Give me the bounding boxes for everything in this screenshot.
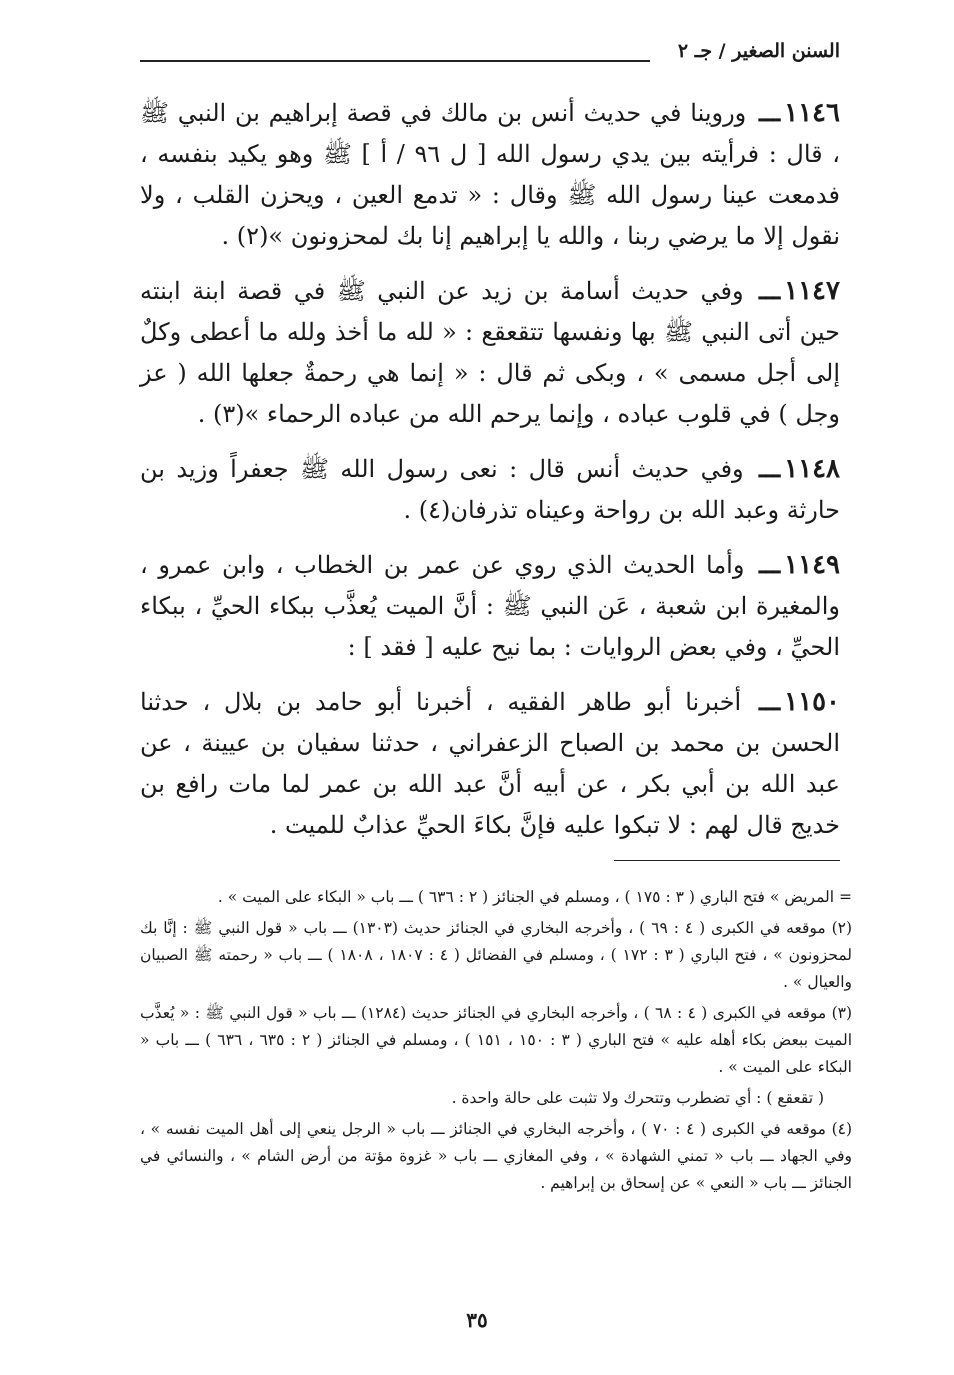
footnotes [140, 884, 852, 1201]
hadith-number: ١١٤٦ [784, 98, 840, 128]
hadith-1147 [140, 270, 840, 435]
hadith-text: وأما الحديث الذي روي عن عمر بن الخطاب ، وابن عمرو ، والمغيرة ابن شعبة ، عَن النبي ﷺ : أنَّ الميت يُعذَّب ببكاء الحيِّ ، ببكاء الحيِّ ، وفي بعض الروايات : بما نيح عليه [ فقد ] : [140, 551, 840, 661]
hadith-1149 [140, 544, 840, 668]
hadith-number: ١١٤٩ [784, 550, 840, 580]
hadith-number: ١١٥٠ [784, 687, 840, 717]
hadith-dash: ـــ [759, 454, 781, 483]
hadith-text: وفي حديث أنس قال : نعى رسول الله ﷺ جعفراً وزيد بن حارثة وعبد الله بن رواحة وعيناه تذرفان(٤) . [140, 455, 840, 524]
footnote-continued: = المريض » فتح الباري ( ٣ : ١٧٥ ) ، ومسلم في الجنائز ( ٢ : ٦٣٦ ) ـــ باب « البكاء على الميت » . [217, 888, 852, 906]
hadith-text: وفي حديث أسامة بن زيد عن النبي ﷺ في قصة ابنة ابنته حين أتى النبي ﷺ بها ونفسها تتقعقع : « لله ما أخذ ولله ما أعطى وكلٌ إلى أجل مسمى » ، وبكى ثم قال : « إنما هي رحمةٌ جعلها الله ( عز وجل ) في قلوب عباده ، وإنما يرحم الله من عباده الرحماء »(٣) . [140, 277, 840, 428]
hadith-dash: ـــ [759, 687, 781, 716]
hadith-text: أخبرنا أبو طاهر الفقيه ، أخبرنا أبو حامد بن بلال ، حدثنا الحسن بن محمد بن الصباح الزعفراني ، حدثنا سفيان بن عيينة ، عن عبد الله بن أبي بكر ، عن أبيه أنَّ عبد الله بن عمر لما مات رافع بن خديج قال لهم : لا تبكوا عليه فإنَّ بكاءَ الحيِّ عذابٌ للميت . [140, 688, 840, 839]
hadith-number: ١١٤٨ [784, 454, 840, 484]
hadith-dash: ـــ [759, 98, 781, 127]
hadith-dash: ـــ [759, 550, 781, 579]
hadith-1146 [140, 92, 840, 257]
footnote-3: (٣) موقعه في الكبرى ( ٤ : ٦٨ ) ، وأخرجه البخاري في الجنائز حديث (١٢٨٤) ـــ باب « قول النبي ﷺ : « يُعذَّب الميت ببعض بكاء أهله عليه » فتح الباري ( ٣ : ١٥٠ ، ١٥١ ) ، ومسلم في الجنائز ( ٢ : ٦٣٥ ، ٦٣٦ ) ـــ باب « البكاء على الميت » . [140, 1004, 853, 1076]
footnote-separator [614, 860, 840, 861]
hadith-1150 [140, 681, 840, 846]
main-text [140, 92, 840, 859]
running-header [140, 40, 840, 70]
footnote-4: (٤) موقعه في الكبرى ( ٤ : ٧٠ ) ، وأخرجه البخاري في الجنائز ـــ باب « الرجل ينعي إلى أهل الميت نفسه » ، وفي الجهاد ـــ باب « تمني الشهادة » ، وفي المغازي ـــ باب « غزوة مؤتة من أرض الشام » ، والنسائي في الجنائز ـــ باب « النعي » عن إسحاق بن إبراهيم . [140, 1120, 853, 1192]
page-number: ٣٥ [466, 1308, 488, 1332]
hadith-1148 [140, 448, 840, 531]
hadith-number: ١١٤٧ [784, 276, 840, 306]
header-rule [140, 60, 650, 62]
hadith-text: وروينا في حديث أنس بن مالك في قصة إبراهيم بن النبي ﷺ ، قال : فرأيته بين يدي رسول الله [ ل ٩٦ / أ ] ﷺ وهو يكيد بنفسه ، فدمعت عينا رسول الله ﷺ وقال : « تدمع العين ، ويحزن القلب ، ولا نقول إلا ما يرضي ربنا ، والله يا إبراهيم إنا بك لمحزونون »(٢) . [140, 99, 840, 250]
footnote-gloss: ( تقعقع ) : أي تضطرب وتتحرك ولا تثبت على حالة واحدة . [451, 1089, 824, 1107]
header-title: السنن الصغير / جـ ٢ [677, 40, 840, 62]
footnote-2: (٢) موقعه في الكبرى ( ٤ : ٦٩ ) ، وأخرجه البخاري في الجنائز حديث (١٣٠٣) ـــ باب « قول النبي ﷺ : إنَّا بك لمحزونون » ، فتح الباري ( ٣ : ١٧٢ ) ، ومسلم في الفضائل ( ٤ : ١٨٠٧ ، ١٨٠٨ ) ـــ باب « رحمته ﷺ الصبيان والعيال » . [140, 919, 853, 991]
hadith-dash: ـــ [759, 276, 781, 305]
